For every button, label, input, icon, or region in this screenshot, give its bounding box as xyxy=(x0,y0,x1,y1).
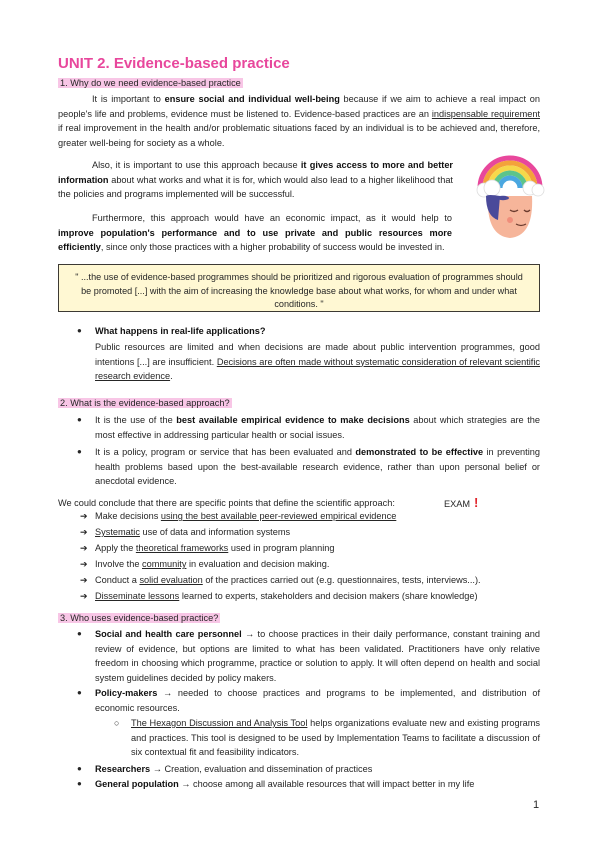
page-number: 1 xyxy=(533,799,540,811)
arrow-icon: ➔ xyxy=(80,559,88,569)
list-item: ➔ Systematic use of data and information systems xyxy=(80,524,540,540)
list-item: ● Researchers → Creation, evaluation and dissemination of practices xyxy=(95,762,540,777)
list-item: ➔ Disseminate lessons learned to experts, stakeholders and decision makers (share knowledge) xyxy=(80,588,540,604)
list-item: ● It is the use of the best available empirical evidence to make decisions about which strategies are the most effective in addressing particular health or social issues. xyxy=(77,415,540,440)
arrow-icon: ➔ xyxy=(80,527,88,537)
list-item: ➔ Conduct a solid evaluation of the practices carried out (e.g. questionnaires, tests, interviews...). xyxy=(80,572,540,588)
users-list-continued xyxy=(77,762,540,791)
scientific-points-list xyxy=(80,508,540,604)
exclamation-icon: ! xyxy=(474,495,479,510)
bullet-icon: ● xyxy=(77,326,82,335)
intro-paragraph-3: Furthermore, this approach would have an economic impact, as it would help to improve population's performance and to use private and public resources more efficiently, since only those practices with a higher probability of success would be invested in. xyxy=(58,213,452,253)
section-heading-2: 2. What is the evidence-based approach? xyxy=(60,398,230,408)
bullet-icon: ● xyxy=(77,447,82,457)
bullet-icon: ● xyxy=(77,778,82,788)
exam-label: EXAM ! xyxy=(444,495,479,510)
real-life-list xyxy=(77,324,540,339)
users-list xyxy=(77,627,540,716)
head-icon xyxy=(486,195,532,238)
list-item: ● General population → choose among all available resources that will impact better in my life xyxy=(95,777,540,792)
quote-box: " ...the use of evidence-based programmes should be prioritized and rigorous evaluation of programmes should be promoted [...] with the aim of increasing the knowledge base about what works, for whom and under what conditions. " xyxy=(58,264,540,312)
cloud-icon xyxy=(477,180,544,197)
conclusion-text: We could conclude that there are specific points that define the scientific approach: xyxy=(58,498,395,508)
list-item: ● It is a policy, program or service that has been evaluated and demonstrated to be effective in preventing health problems based upon the best-available research evidence, rather than upon personal belief or anecdotal evidence. xyxy=(77,447,540,487)
list-item: ➔ Apply the theoretical frameworks used in program planning xyxy=(80,540,540,556)
arrow-icon: ➔ xyxy=(80,575,88,585)
page-title: UNIT 2. Evidence-based practice xyxy=(58,55,290,72)
real-life-paragraph: Public resources are limited and when decisions are made about public intervention programmes, good intentions [...] are insufficient. Decisions are often made without systematic consideration of relevant scientific research evidence. xyxy=(95,342,540,382)
arrow-icon: ➔ xyxy=(80,591,88,601)
section-heading-3: 3. Who uses evidence-based practice? xyxy=(60,613,219,623)
section-heading-1: 1. Why do we need evidence-based practice xyxy=(60,78,241,88)
circle-bullet-icon: ○ xyxy=(114,718,120,728)
bullet-icon: ● xyxy=(77,764,82,773)
arrow-icon: ➔ xyxy=(80,543,88,553)
list-item: ➔ Make decisions using the best available peer-reviewed empirical evidence xyxy=(80,508,540,524)
bullet-icon: ● xyxy=(77,415,82,424)
list-item: ● Social and health care personnel → to choose practices in their daily performance, constant training and review of evidence, but options are limited to what has been validated. Practitioners have only relative freedom in choosing which programme, practice or solution to apply. It will often depend on health and social system guidelines decided by policy makers. xyxy=(77,629,540,683)
intro-paragraph-2: Also, it is important to use this approach because it gives access to more and better information about what works and what it is for, which would also lead to a higher likelihood that the policies and programs implemented will be successful. xyxy=(58,160,454,200)
list-item: ● What happens in real-life applications? xyxy=(95,324,540,339)
list-item: ➔ Involve the community in evaluation and decision making. xyxy=(80,556,540,572)
head-rainbow-illustration xyxy=(470,150,550,240)
bullet-icon: ● xyxy=(77,629,82,638)
hexagon-tool-item: ○ The Hexagon Discussion and Analysis Tool helps organizations evaluate new and existing programs and practices. This tool is designed to be used by Implementation Teams to facilitate a discussion of six contextual fit and feasibility indicators. xyxy=(114,718,541,758)
intro-paragraph-1: It is important to ensure social and individual well-being because if we aim to achieve a real impact on people's life and problems, evidence must be listened to. Evidence-based practices are an indispensable requirement if real improvement in the health and/or problematic situations faced by an individual is to be achieved and, therefore, greater well-being for society as a whole. xyxy=(58,94,540,148)
bullet-icon: ● xyxy=(77,688,82,698)
arrow-icon: ➔ xyxy=(80,511,88,521)
approach-list xyxy=(77,413,540,489)
list-item: ● Policy-makers → needed to choose practices and programs to be implemented, and distribution of economic resources. xyxy=(77,688,540,713)
